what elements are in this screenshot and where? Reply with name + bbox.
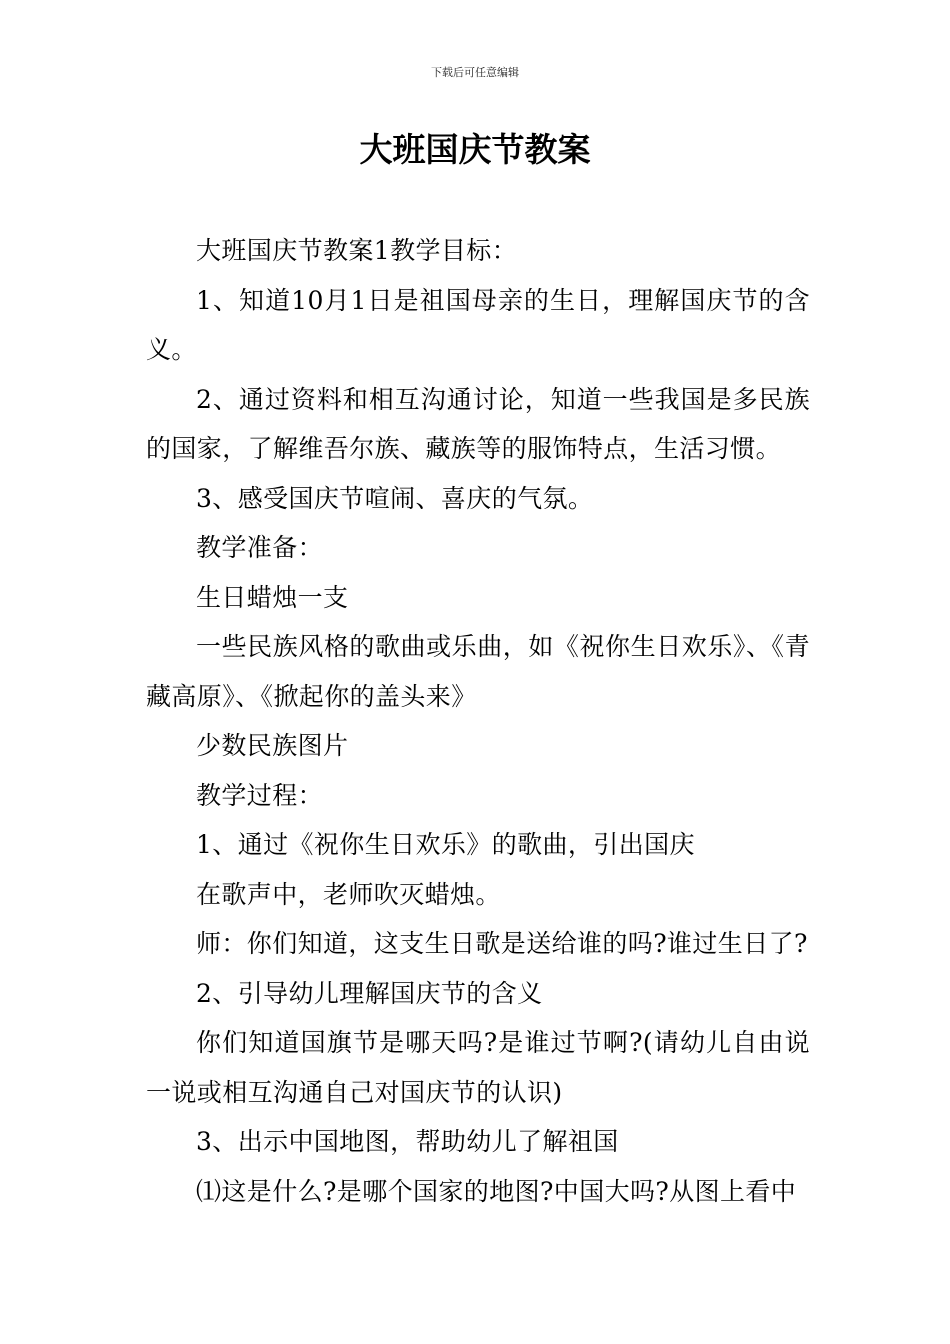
document-body (146, 226, 810, 1216)
paragraph-prep-candle: 生日蜡烛一支 (196, 582, 349, 612)
paragraph-goal-3: 3、感受国庆节喧闹、喜庆的气氛。 (196, 483, 594, 513)
paragraph-step-3: 3、出示中国地图，帮助幼儿了解祖国 (196, 1127, 619, 1156)
paragraph-preparation-heading: 教学准备： (196, 533, 324, 562)
paragraph-step-1-detail: 在歌声中，老师吹灭蜡烛。 (196, 879, 501, 909)
paragraph-step-1: 1、通过《祝你生日欢乐》的歌曲，引出国庆 (196, 830, 695, 859)
paragraph-goal-1: 1、知道10月1日是祖国母亲的生日，理解国庆节的含义。 (146, 285, 810, 364)
header-note: 下载后可任意编辑 (431, 66, 519, 79)
paragraph-process-heading: 教学过程： (196, 780, 324, 810)
paragraph-step-3-question: ⑴这是什么?是哪个国家的地图?中国大吗?从图上看中 (196, 1176, 797, 1206)
paragraph-step-2: 2、引导幼儿理解国庆节的含义 (196, 978, 543, 1008)
paragraph-intro: 大班国庆节教案1教学目标： (196, 236, 518, 265)
paragraph-teacher-question: 师：你们知道，这支生日歌是送给谁的吗?谁过生日了? (196, 929, 808, 958)
paragraph-goal-2: 2、通过资料和相互沟通讨论，知道一些我国是多民族的国家，了解维吾尔族、藏族等的服饰特点，生活习惯。 (146, 384, 810, 463)
paragraph-step-2-detail: 你们知道国旗节是哪天吗?是谁过节啊?(请幼儿自由说一说或相互沟通自己对国庆节的认识) (146, 1028, 810, 1107)
document-title: 大班国庆节教案 (359, 130, 591, 169)
paragraph-prep-pictures: 少数民族图片 (196, 731, 349, 760)
paragraph-prep-music: 一些民族风格的歌曲或乐曲，如《祝你生日欢乐》、《青藏高原》、《掀起你的盖头来》 (146, 632, 810, 711)
